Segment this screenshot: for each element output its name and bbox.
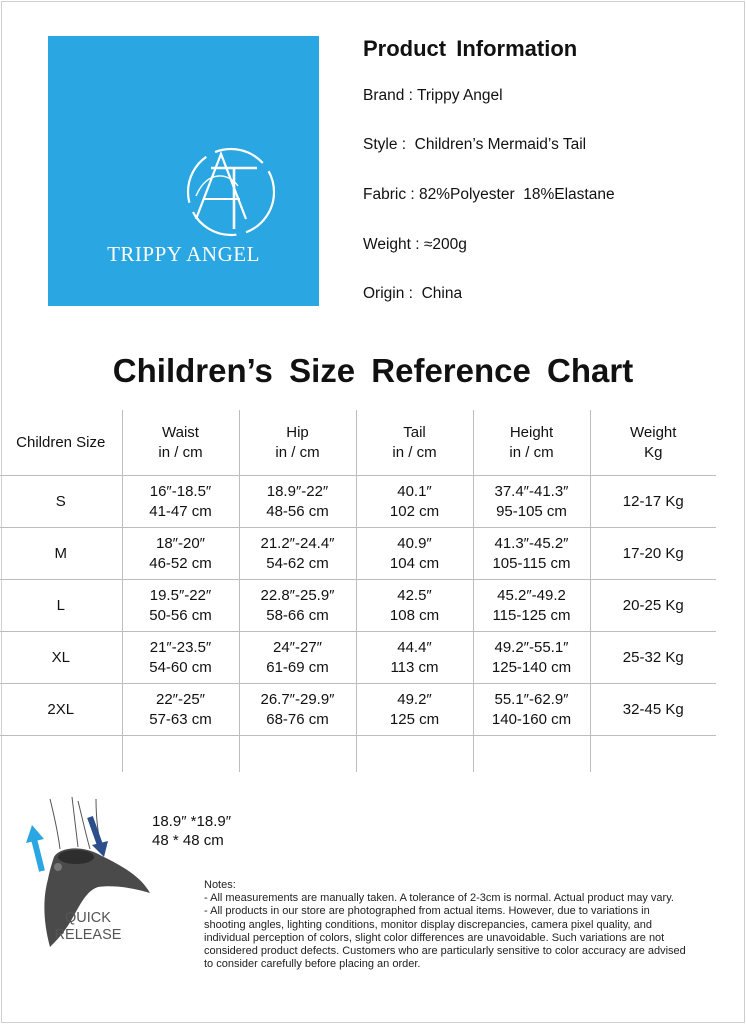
size-cell: S	[0, 476, 122, 528]
waist-cell: 21″-23.5″ 54-60 cm	[122, 632, 239, 684]
header-tail: Tail in / cm	[356, 410, 473, 476]
hip-cell: 22.8″-25.9″ 58-66 cm	[239, 580, 356, 632]
table-row	[0, 684, 716, 736]
height-cell: 45.2″-49.2 115-125 cm	[473, 580, 590, 632]
notes-heading: Notes:	[204, 879, 236, 891]
table-header-row	[0, 410, 716, 476]
height-cell: 37.4″-41.3″ 95-105 cm	[473, 476, 590, 528]
table-row	[0, 528, 716, 580]
brand-logo	[48, 36, 319, 306]
fin-dimensions	[152, 812, 231, 850]
header-weight: Weight Kg	[590, 410, 716, 476]
product-information	[363, 36, 733, 302]
quick-label: QUICK	[65, 910, 111, 926]
hip-cell: 21.2″-24.4″ 54-62 cm	[239, 528, 356, 580]
fin-dimensions-cm: 48 * 48 cm	[152, 832, 224, 849]
note-item: - All products in our store are photographed from actual items. However, due to variations in shooting angles, lighting conditions, monitor display discrepancies, camera pixel quality, and individual perception of colors, slight color differences are unavoidable. Such variations are not considered product defects. Customers who are particularly sensitive to color accuracy are advised to consider carefully before placing an order.	[204, 905, 686, 971]
header-waist: Waist in / cm	[122, 410, 239, 476]
size-cell: L	[0, 580, 122, 632]
notes	[204, 879, 694, 971]
origin-line: Origin : China	[363, 285, 463, 302]
product-info-heading: Product Information	[363, 36, 578, 61]
tail-cell: 42.5″ 108 cm	[356, 580, 473, 632]
weight-cell: 20-25 Kg	[590, 580, 716, 632]
weight-cell: 32-45 Kg	[590, 684, 716, 736]
hip-cell: 26.7″-29.9″ 68-76 cm	[239, 684, 356, 736]
size-chart-table	[0, 410, 716, 772]
height-cell: 49.2″-55.1″ 125-140 cm	[473, 632, 590, 684]
size-cell: 2XL	[0, 684, 122, 736]
header-children-size: Children Size	[0, 410, 122, 476]
tail-cell: 49.2″ 125 cm	[356, 684, 473, 736]
leg-outline-icon	[50, 799, 60, 849]
weight-cell: 25-32 Kg	[590, 632, 716, 684]
hip-cell: 24″-27″ 61-69 cm	[239, 632, 356, 684]
header-hip: Hip in / cm	[239, 410, 356, 476]
brand-wordmark: TRIPPY ANGEL	[107, 242, 260, 266]
tail-cell: 40.9″ 104 cm	[356, 528, 473, 580]
size-cell: M	[0, 528, 122, 580]
header-height: Height in / cm	[473, 410, 590, 476]
height-cell: 41.3″-45.2″ 105-115 cm	[473, 528, 590, 580]
size-chart-title: Children’s Size Reference Chart	[112, 352, 634, 389]
weight-cell: 12-17 Kg	[590, 476, 716, 528]
hip-cell: 18.9″-22″ 48-56 cm	[239, 476, 356, 528]
waist-cell: 16″-18.5″ 41-47 cm	[122, 476, 239, 528]
fin-dimensions-inches: 18.9″ *18.9″	[152, 813, 232, 830]
size-cell: XL	[0, 632, 122, 684]
waist-cell: 22″-25″ 57-63 cm	[122, 684, 239, 736]
arrow-up-icon	[26, 825, 44, 843]
waist-cell: 18″-20″ 46-52 cm	[122, 528, 239, 580]
table-row	[0, 632, 716, 684]
brand-line: Brand : Trippy Angel	[363, 87, 503, 104]
tail-cell: 40.1″ 102 cm	[356, 476, 473, 528]
quick-release-illustration	[20, 795, 170, 955]
weight-cell: 17-20 Kg	[590, 528, 716, 580]
style-line: Style : Children’s Mermaid’s Tail	[363, 136, 587, 153]
tail-cell: 44.4″ 113 cm	[356, 632, 473, 684]
table-row	[0, 476, 716, 528]
release-label: RELEASE	[54, 927, 122, 943]
table-empty-row	[0, 736, 716, 773]
waist-cell: 19.5″-22″ 50-56 cm	[122, 580, 239, 632]
fabric-line: Fabric : 82%Polyester 18%Elastane	[363, 186, 615, 203]
height-cell: 55.1″-62.9″ 140-160 cm	[473, 684, 590, 736]
weight-line: Weight : ≈200g	[363, 236, 467, 253]
note-item: - All measurements are manually taken. A tolerance of 2-3cm is normal. Actual product may vary.	[204, 892, 674, 905]
table-row	[0, 580, 716, 632]
